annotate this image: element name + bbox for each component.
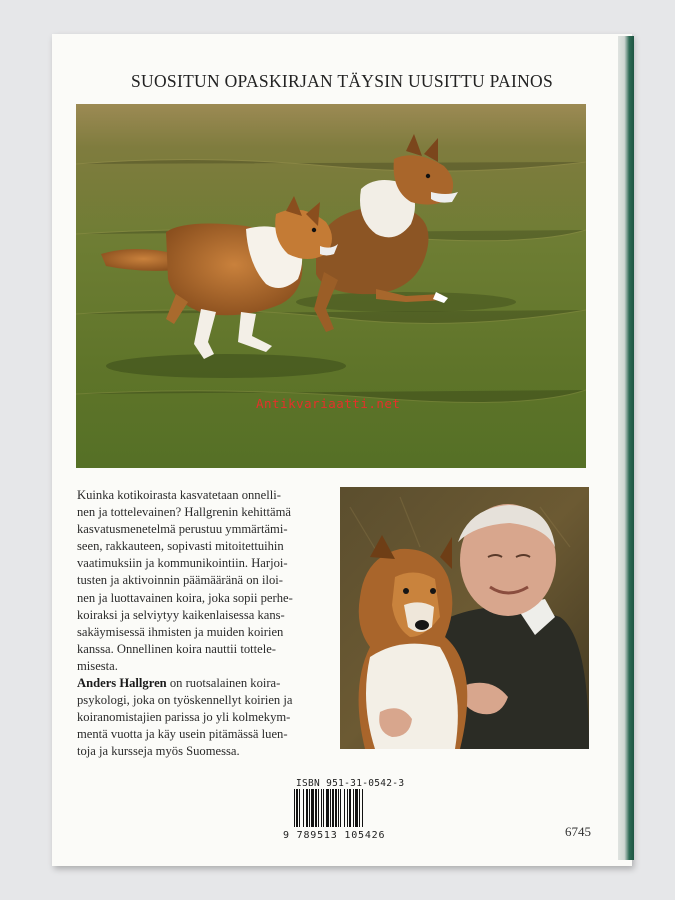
description-line: sakäymisessä ihmisten ja muiden koirien bbox=[77, 624, 284, 639]
book-spine bbox=[618, 36, 634, 860]
author-bio-line: toja ja kursseja myös Suomessa. bbox=[77, 744, 240, 759]
product-code: 6745 bbox=[565, 824, 591, 839]
author-bio-line: mentä vuotta ja käy usein pitämässä luen- bbox=[77, 727, 288, 742]
description-line: seen, rakkauteen, sopivasti mitoitettuihin bbox=[77, 539, 284, 554]
cover-headline: SUOSITUN OPASKIRJAN TÄYSIN UUSITTU PAINOS bbox=[131, 71, 553, 91]
description-line: tusten ja aktivoinnin päämääränä on iloi- bbox=[77, 573, 283, 588]
author-with-dog-photo bbox=[340, 487, 589, 749]
shetland-sheepdogs-photo bbox=[76, 104, 586, 468]
author-bio-line: psykologi, joka on työskennellyt koirien ja bbox=[77, 693, 293, 708]
author-name: Anders Hallgren bbox=[77, 676, 167, 691]
watermark: Antikvariaatti.net bbox=[256, 396, 401, 411]
isbn-number: ISBN 951-31-0542-3 bbox=[296, 778, 405, 789]
description-line: vaatimuksiin ja kommunikointiin. Harjoi- bbox=[77, 556, 288, 571]
author-bio-line: on ruotsalainen koira- bbox=[166, 676, 281, 691]
book-description bbox=[77, 487, 329, 761]
barcode bbox=[293, 789, 391, 827]
author-bio-line: koiranomistajien parissa jo yli kolmekym- bbox=[77, 710, 291, 725]
description-line: nen ja luottavainen koira, joka sopii perhe- bbox=[77, 590, 293, 605]
description-line: Kuinka kotikoirasta kasvatetaan onnelli- bbox=[77, 488, 281, 502]
barcode-digits: 9 789513 105426 bbox=[283, 830, 386, 841]
description-line: misesta. bbox=[77, 658, 118, 673]
description-line: koiraksi ja selviytyy kaikenlaisessa kans- bbox=[77, 607, 285, 622]
description-line: kanssa. Onnellinen koira nauttii tottele- bbox=[77, 641, 276, 656]
description-line: nen ja tottelevainen? Hallgrenin kehittämä bbox=[77, 505, 292, 520]
description-line: kasvatusmenetelmä perustuu ymmärtämi- bbox=[77, 522, 288, 537]
